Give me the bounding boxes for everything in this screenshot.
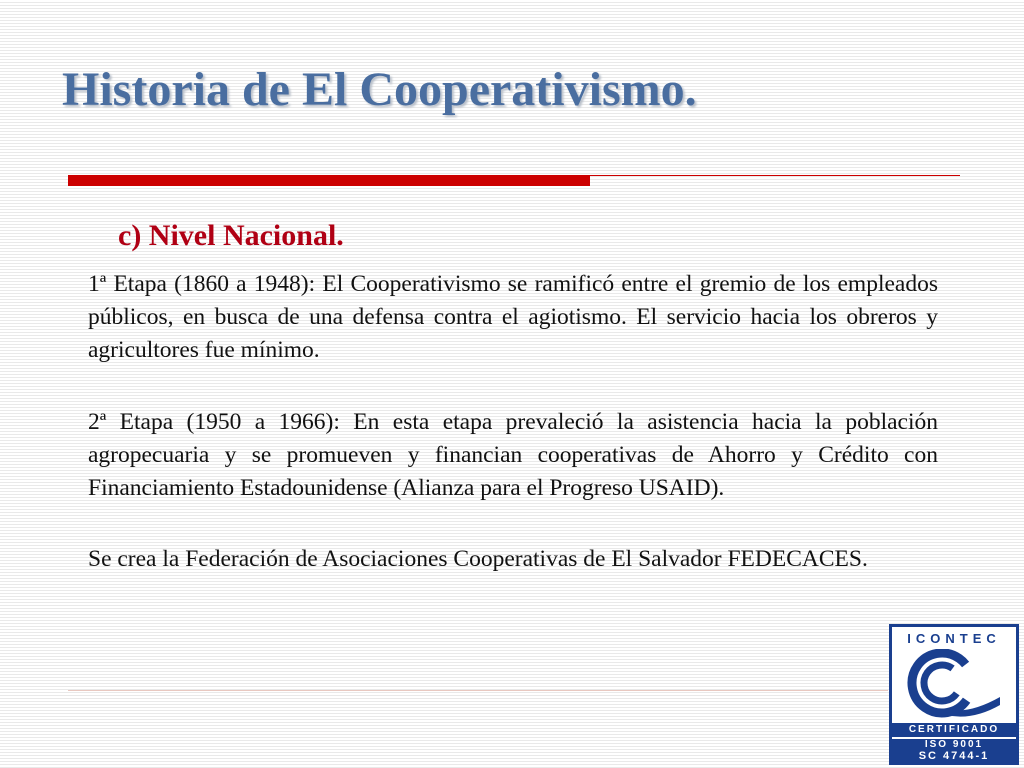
- section-subtitle: c) Nivel Nacional.: [118, 219, 344, 252]
- footer-divider: [68, 690, 888, 691]
- icontec-certification-logo: [889, 624, 1019, 765]
- paragraph-fedecaces: Se crea la Federación de Asociaciones Cooperativas de El Salvador FEDECACES.: [88, 546, 868, 572]
- logo-sc-number: SC 4744-1: [892, 751, 1016, 762]
- slide-title: Historia de El Cooperativismo.: [62, 63, 697, 116]
- paragraph-etapa-1: 1ª Etapa (1860 a 1948): El Cooperativismo se ramificó entre el gremio de los empleados públicos, en busca de una defensa contra el agiotismo. El servicio hacia los obreros y agricultores fue mínimo.: [88, 271, 938, 363]
- logo-name: ICONTEC: [907, 631, 1001, 646]
- title-underline-thin: [590, 175, 960, 176]
- title-underline-thick: [68, 175, 590, 186]
- logo-iso: ISO 9001: [892, 739, 1016, 751]
- logo-certificado: CERTIFICADO: [892, 723, 1016, 737]
- icontec-emblem-icon: [902, 649, 1006, 719]
- paragraph-etapa-2: 2ª Etapa (1950 a 1966): En esta etapa prevaleció la asistencia hacia la población agropecuaria y se promueven y financian cooperativas de Ahorro y Crédito con Financiamiento Estadounidense (Alianza para el Progreso USAID).: [88, 409, 938, 501]
